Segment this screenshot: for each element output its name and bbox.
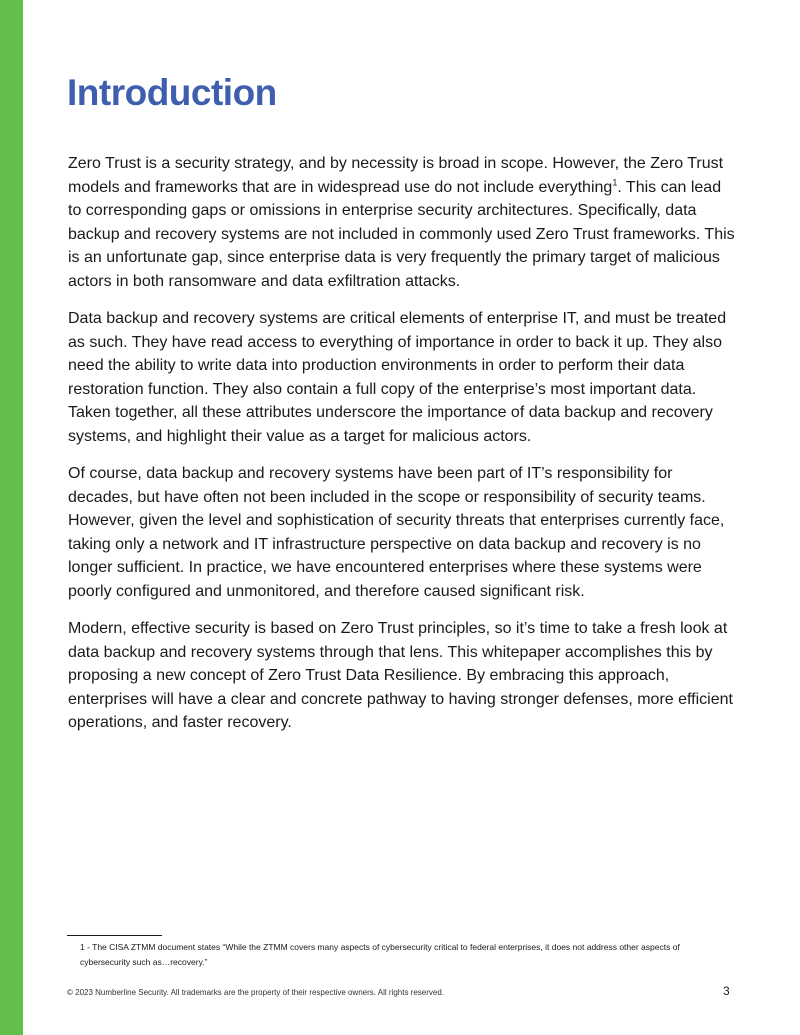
footnote: 1 - The CISA ZTMM document states “While the ZTMM covers many aspects of cybersecurity critical to federal enterprises, it does not address other aspects of cybersecurity such as…recovery.” — [80, 942, 680, 967]
copyright-footer: © 2023 Numberline Security. All trademarks are the property of their respective owners. All rights reserved. — [67, 988, 445, 997]
green-accent-bar — [0, 0, 23, 1035]
page-title: Introduction — [67, 72, 277, 113]
paragraph-3: Of course, data backup and recovery systems have been part of IT’s responsibility for decades, but have often not been included in the scope or responsibility of security teams. However, given the level and sophistication of security threats that enterprises currently face, taking only a network and IT infrastructure perspective on data backup and recovery is no longer sufficient. In practice, we have encountered enterprises where these systems were poorly configured and unmonitored, and therefore caused significant risk. — [68, 465, 725, 600]
footnote-divider — [67, 935, 162, 936]
body-text — [68, 152, 736, 749]
page-number: 3 — [723, 984, 730, 998]
paragraph-2: Data backup and recovery systems are critical elements of enterprise IT, and must be treated as such. They have read access to everything of importance in order to back it up. They also need the ability to write data into production environments in order to perform their data restoration function. They also contain a full copy of the enterprise’s most important data. Taken together, all these attributes underscore the importance of data backup and recovery systems, and highlight their value as a target for malicious actors. — [68, 310, 727, 445]
paragraph-1: Zero Trust is a security strategy, and by necessity is broad in scope. However, the Zero Trust models and frameworks that are in widespread use do not include everything$^1$. This can lead to corresponding gaps or omissions in enterprise security architectures. Specifically, data backup and recovery systems are not included in commonly used Zero Trust frameworks. This is an unfortunate gap, since enterprise data is very frequently the primary target of malicious actors in both ransomware and data exfiltration attacks. — [68, 155, 735, 290]
footnote-ref[interactable]: 1 — [612, 177, 618, 188]
paragraph-4: Modern, effective security is based on Zero Trust principles, so it’s time to take a fresh look at data backup and recovery systems through that lens. This whitepaper accomplishes this by proposing a new concept of Zero Trust Data Resilience. By embracing this approach, enterprises will have a clear and concrete pathway to having stronger defenses, more efficient operations, and faster recovery. — [68, 620, 733, 731]
